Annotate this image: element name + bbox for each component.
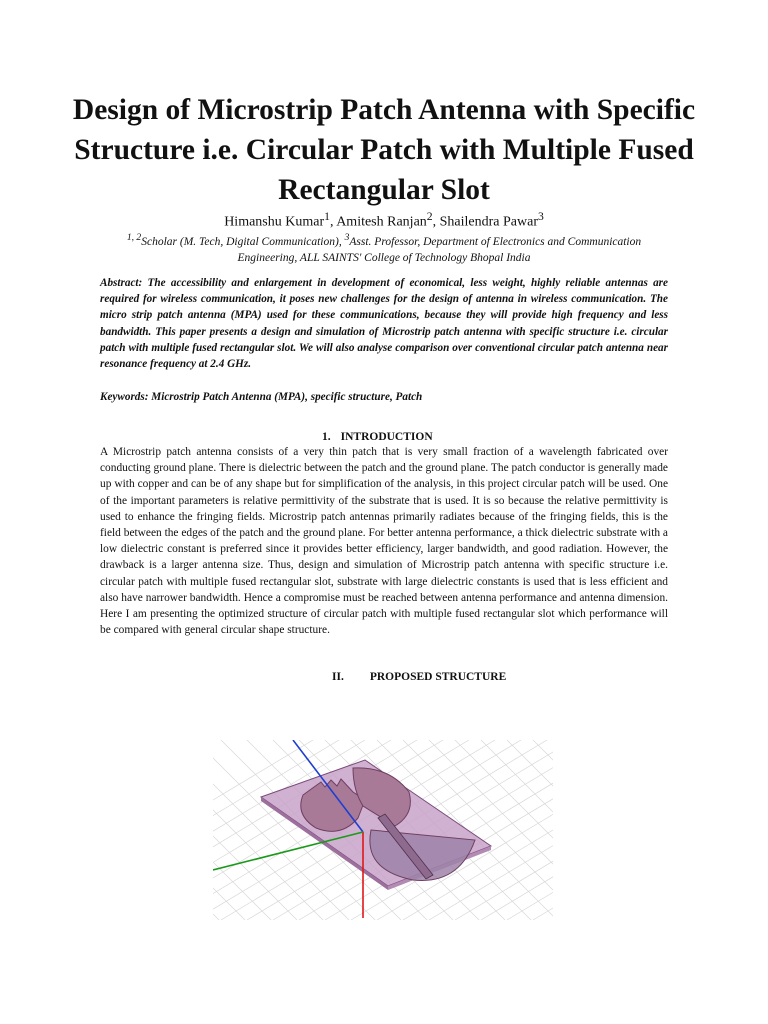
section-number: 1. bbox=[322, 431, 331, 443]
section-heading-proposed-structure bbox=[332, 670, 506, 684]
antenna-structure-figure bbox=[213, 740, 553, 920]
abstract: Abstract: The accessibility and enlargement in development of economical, less weight, highly reliable antennas are required for wireless communication, it poses new challenges for the design of antenna in wireless communication. The micro strip patch antenna (MPA) used for these communications, because they will provide high frequency and less bandwidth. This paper presents a design and simulation of Microstrip patch antenna with specific structure i.e. circular patch with multiple fused rectangular slot. We will also analyse comparison over conventional circular patch antenna near resonance frequency at 2.4 GHz. bbox=[100, 277, 668, 371]
affiliation-sup: 3 bbox=[344, 232, 350, 243]
author-name: Shailendra Pawar bbox=[439, 214, 538, 230]
section-title: INTRODUCTION bbox=[340, 431, 433, 443]
author-list: Himanshu Kumar$^1$, Amitesh Ranjan$^2$, Shailendra Pawar$^3$ bbox=[224, 210, 544, 230]
author-sup: 3 bbox=[537, 210, 544, 223]
introduction-paragraph: A Microstrip patch antenna consists of a very thin patch that is very small fraction of a wavelength fabricated over conducting ground plane. There is dielectric between the patch and the ground plane. The patch conductor is generally made up with copper and can be of any shape but for simplification of the analysis, in this project circular patch will be used. One of the important parameters is relative permittivity of the substrate that is used. It is so because the relative permittivity is used to enhance the fringing fields. Microstrip patch antennas primarily radiates because of the fringing fields, this is the field between the edges of the patch and the ground plane. For better antenna performance, a thick dielectric substrate with a low dielectric constant is preferred since it provides better efficiency, larger bandwidth, and good radiation. However, the drawback is a larger antenna size. Thus, design and simulation of Microstrip patch antenna with specific structure i.e. circular patch with multiple fused rectangular slot, substrate with large dielectric constants is used that is less efficient and also have narrower bandwidth. Hence a compromise must be reached between antenna performance and antenna dimension. Here I am presenting the optimized structure of circular patch with multiple fused rectangular slot which performance will be compared with general circular shape structure. bbox=[100, 446, 668, 637]
section-title: PROPOSED STRUCTURE bbox=[369, 671, 507, 683]
author-sup: 2 bbox=[426, 210, 433, 223]
author-name: Amitesh Ranjan bbox=[336, 214, 427, 230]
keywords: Keywords: Microstrip Patch Antenna (MPA), specific structure, Patch bbox=[100, 391, 423, 403]
section-number: II. bbox=[332, 671, 344, 683]
affiliation bbox=[110, 230, 658, 266]
affiliation-text: Asst. Professor, Department of Electronics and Communication Engineering, ALL SAINTS' College of Technology Bhopal India bbox=[237, 235, 642, 264]
affiliation-sup: 1, 2 bbox=[126, 232, 142, 243]
affiliation-text: Scholar (M. Tech, Digital Communication), bbox=[141, 235, 345, 248]
author-sup: 1 bbox=[324, 210, 330, 223]
paper-title: Design of Microstrip Patch Antenna with Specific Structure i.e. Circular Patch with Multiple Fused Rectangular Slot bbox=[72, 94, 696, 206]
author-name: Himanshu Kumar bbox=[224, 214, 325, 230]
section-heading-introduction bbox=[322, 430, 433, 444]
